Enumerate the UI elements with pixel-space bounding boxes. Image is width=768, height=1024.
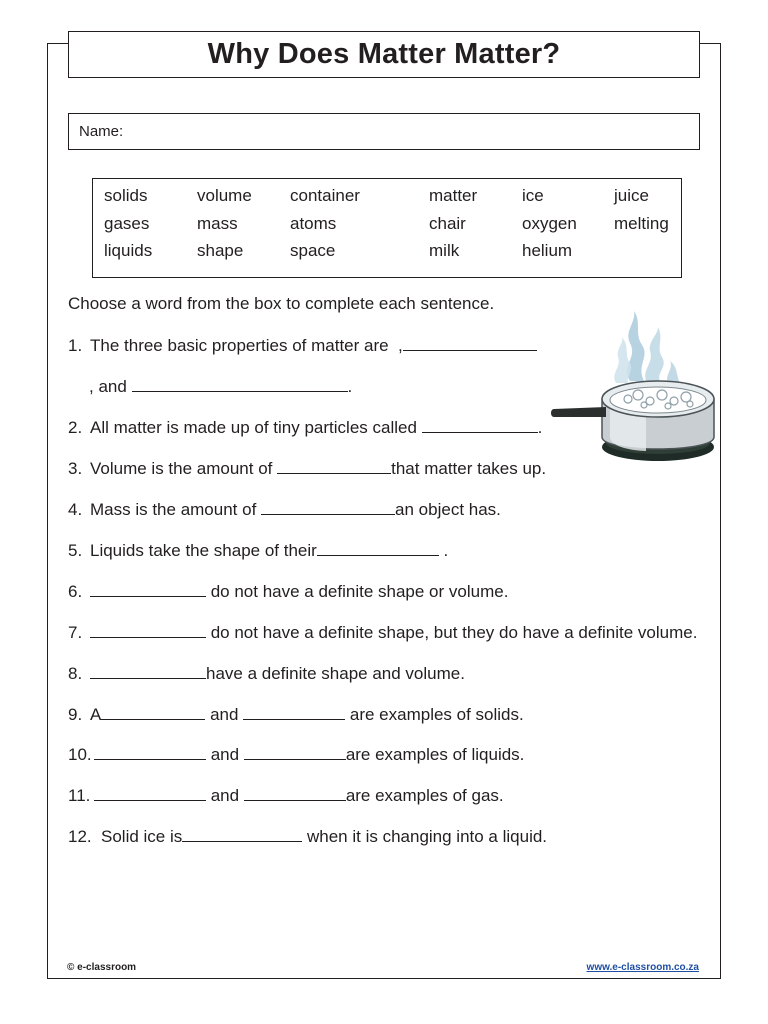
question-number: 9. [68,705,83,724]
word-bank-item: liquids [104,241,153,260]
footer-website-link[interactable]: www.e-classroom.co.za [586,962,699,973]
question-number: 6. [68,582,83,601]
question-8 [68,664,465,684]
word-bank-item: mass [197,214,238,233]
answer-blank[interactable] [422,418,538,433]
question-text: Liquids take the shape of their [90,541,317,560]
word-bank-item: milk [429,241,460,260]
answer-blank[interactable] [101,705,205,720]
question-text: an object has. [395,500,501,519]
question-number: 5. [68,541,83,560]
word-bank-item: chair [429,214,466,233]
instructions: Choose a word from the box to complete each sentence. [68,294,495,313]
question-text: A [90,705,102,724]
question-text: do not have a definite shape or volume. [206,582,509,601]
answer-blank[interactable] [90,664,206,679]
question-2 [68,418,542,438]
question-text: . [537,418,543,437]
word-bank-item: container [290,186,360,205]
word-bank-item: ice [522,186,544,205]
question-10 [68,745,524,765]
question-text: that matter takes up. [391,459,547,478]
answer-blank[interactable] [94,786,206,801]
title-box [68,31,700,78]
question-number: 4. [68,500,83,519]
question-text: are examples of liquids. [345,745,525,764]
word-bank-item: juice [614,186,649,205]
answer-blank[interactable] [182,827,302,842]
answer-blank[interactable] [317,541,439,556]
word-bank-item: matter [429,186,478,205]
question-1-continued [89,377,352,397]
question-number: 7. [68,623,83,642]
question-text: are examples of solids. [345,705,524,724]
question-4 [68,500,501,520]
answer-blank[interactable] [261,500,395,515]
word-bank-item: space [290,241,336,260]
answer-blank[interactable] [244,786,346,801]
question-11 [68,786,504,806]
question-7 [68,623,697,643]
answer-blank[interactable] [244,745,346,760]
question-number: 8. [68,664,83,683]
word-bank [92,178,682,278]
word-bank-item: oxygen [522,214,577,233]
question-text: and [205,705,244,724]
answer-blank[interactable] [243,705,345,720]
question-text: Volume is the amount of [90,459,273,478]
question-number: 10. [68,745,92,764]
page-title: Why Does Matter Matter? [207,38,561,70]
question-text: Solid ice is [101,827,183,846]
word-bank-item: shape [197,241,244,260]
name-label: Name: [79,123,124,140]
question-text: . [347,377,353,396]
word-bank-item: solids [104,186,148,205]
question-9 [68,705,524,725]
name-field[interactable] [68,113,700,150]
answer-blank[interactable] [132,377,348,392]
question-5 [68,541,448,561]
answer-blank[interactable] [90,582,206,597]
question-text: The three basic properties of matter are , [90,336,403,355]
question-3 [68,459,546,479]
question-text: All matter is made up of tiny particles called [90,418,417,437]
question-number: 1. [68,336,83,355]
question-text: have a definite shape and volume. [206,664,465,683]
boiling-pot-icon [550,303,720,465]
question-number: 12. [68,827,92,846]
steam-icon [614,311,680,383]
question-1 [68,336,537,356]
question-6 [68,582,508,602]
word-bank-item: volume [197,186,252,205]
question-number: 3. [68,459,83,478]
footer-copyright: © e-classroom [67,962,137,973]
question-text: are examples of gas. [345,786,504,805]
question-text: do not have a definite shape, but they do have a definite volume. [206,623,698,642]
word-bank-item: melting [614,214,669,233]
answer-blank[interactable] [403,336,537,351]
question-number: 2. [68,418,83,437]
question-number: 11. [68,786,91,805]
question-text: . [438,541,449,560]
question-12 [68,827,547,847]
word-bank-item: atoms [290,214,337,233]
answer-blank[interactable] [94,745,206,760]
question-text: Mass is the amount of [90,500,257,519]
word-bank-item: gases [104,214,150,233]
question-text: and [206,745,244,764]
question-text: when it is changing into a liquid. [302,827,548,846]
answer-blank[interactable] [90,623,206,638]
question-text: and [206,786,244,805]
question-text: , and [89,377,127,396]
answer-blank[interactable] [277,459,391,474]
word-bank-item: helium [522,241,573,260]
